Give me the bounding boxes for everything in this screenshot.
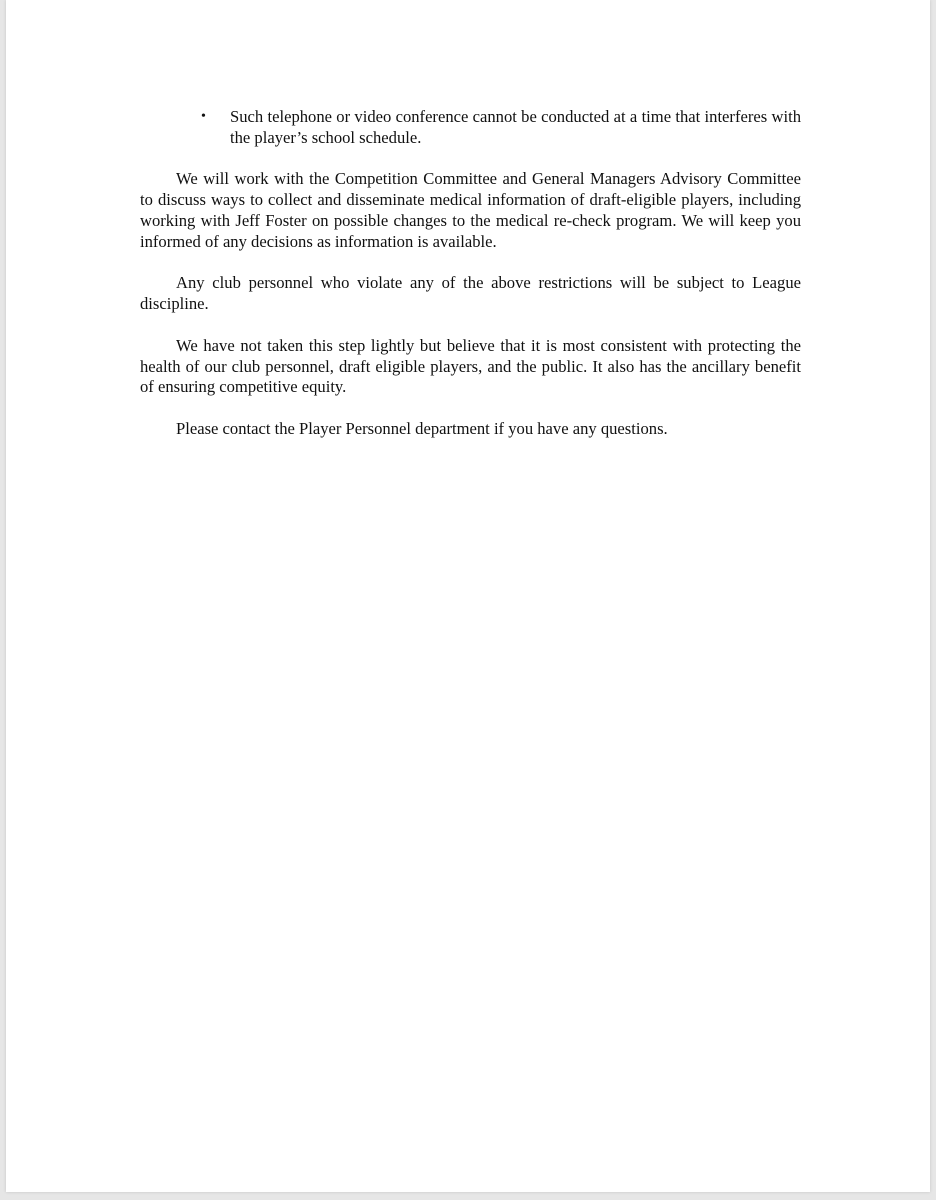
paragraph-contact: Please contact the Player Personnel department if you have any questions. xyxy=(176,418,668,438)
paragraph-discipline: Any club personnel who violate any of the above restrictions will be subject to League discipline. xyxy=(140,273,801,314)
bullet-icon: • xyxy=(201,109,206,124)
paragraph-medical-info: We will work with the Competition Committee and General Managers Advisory Committee to discuss ways to collect and disseminate medical information of draft-eligible players, including working with Jeff Foster on possible changes to the medical re-check program. We will keep you informed of any decisions as information is available. xyxy=(140,169,801,251)
paragraph-rationale: We have not taken this step lightly but believe that it is most consistent with protecting the health of our club personnel, draft eligible players, and the public. It also has the ancillary benefit of ensuring competitive equity. xyxy=(140,335,801,397)
document-body xyxy=(140,107,801,461)
bullet-text: Such telephone or video conference cannot be conducted at a time that interferes with the player’s school schedule. xyxy=(230,107,801,147)
bullet-list-item xyxy=(200,107,801,149)
document-page xyxy=(6,0,930,1192)
